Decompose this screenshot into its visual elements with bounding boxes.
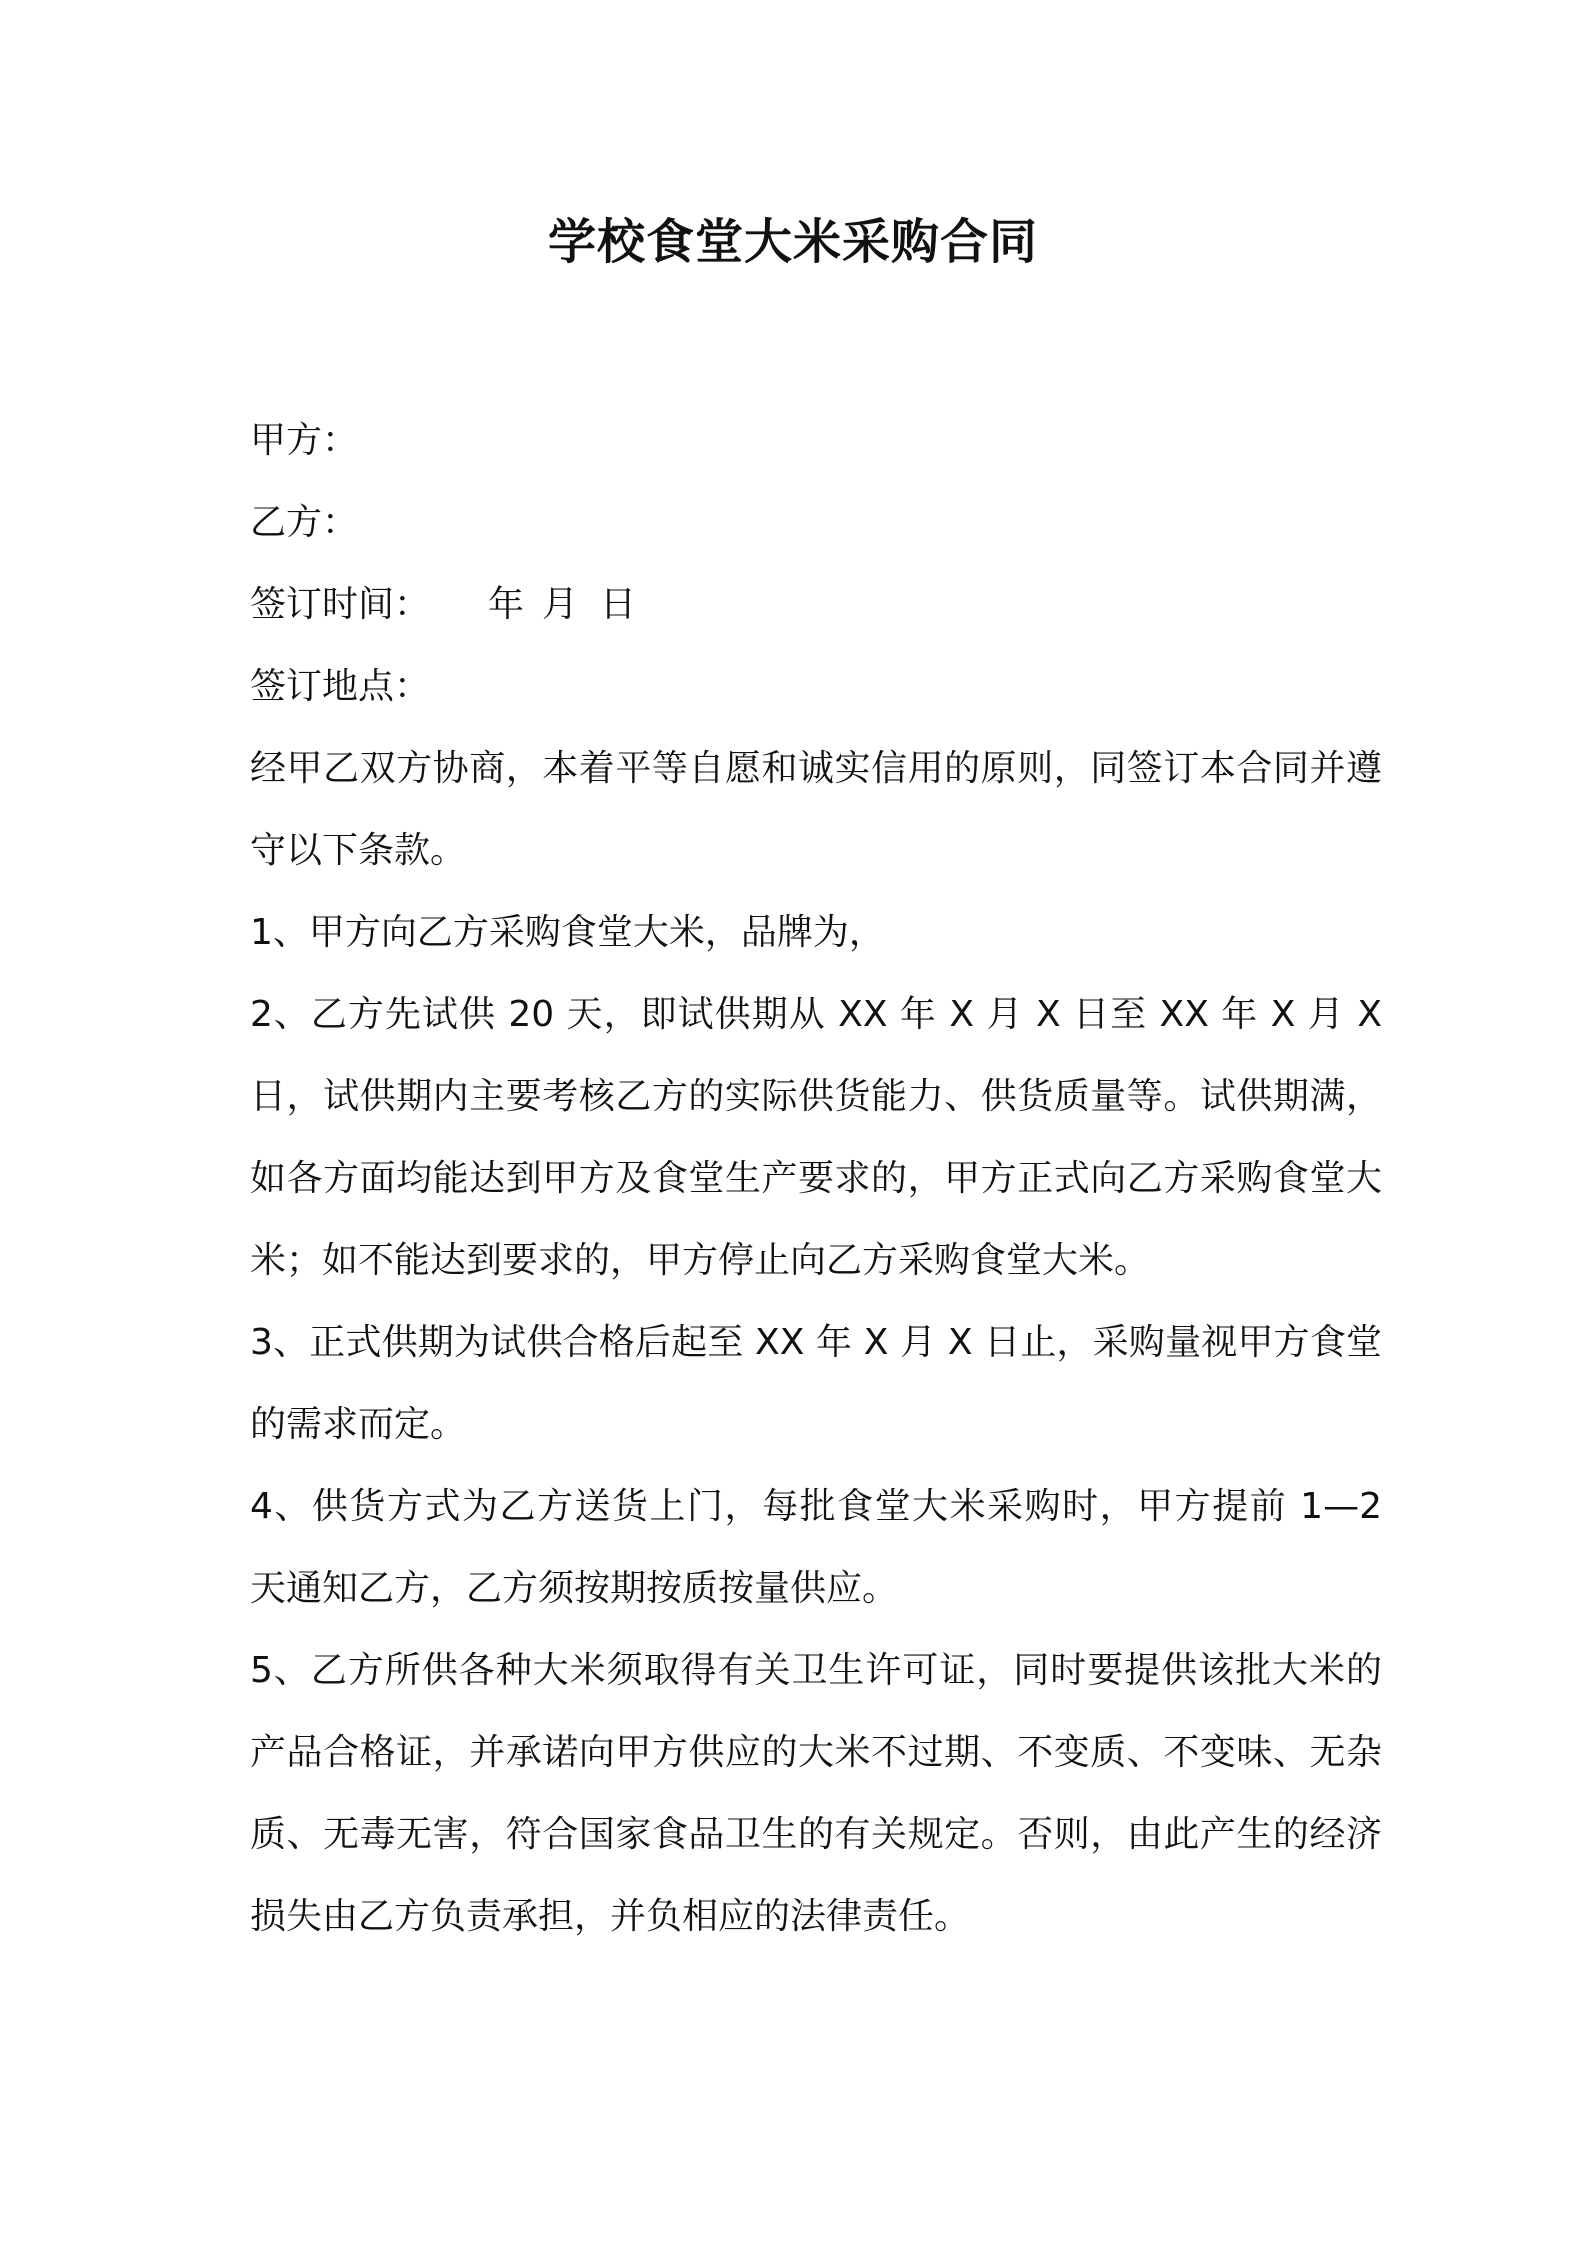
- party-b-line: [250, 482, 1382, 564]
- document-body: [250, 400, 1382, 1958]
- sign-time-label: 签订时间：: [250, 584, 431, 625]
- sign-place-line: [250, 646, 1382, 728]
- sign-time-month: 月: [542, 584, 579, 625]
- party-a-label: 甲方：: [250, 420, 359, 461]
- sign-place-label: 签订地点：: [250, 666, 431, 707]
- clause-4: 4、供货方式为乙方送货上门，每批食堂大米采购时，甲方提前 1—2 天通知乙方，乙方须按期按质按量供应。: [250, 1486, 1382, 1609]
- clause-2: 2、乙方先试供 20 天，即试供期从 XX 年 X 月 X 日至 XX 年 X 月 X 日，试供期内主要考核乙方的实际供货能力、供货质量等。试供期满，如各方面均能达到甲方及食堂生产要求的，甲方正式向乙方采购食堂大米；如不能达到要求的，甲方停止向乙方采购食堂大米。: [250, 994, 1382, 1281]
- sign-time-line: [250, 564, 1382, 646]
- party-a-line: [250, 400, 1382, 482]
- document-title: 学校食堂大米采购合同: [547, 214, 1038, 270]
- party-b-label: 乙方：: [250, 502, 359, 543]
- sign-time-year: 年: [488, 584, 525, 625]
- sign-time-day: 日: [600, 584, 637, 625]
- intro-paragraph: 经甲乙双方协商，本着平等自愿和诚实信用的原则，同签订本合同并遵守以下条款。: [250, 748, 1382, 871]
- clause-3: 3、正式供期为试供合格后起至 XX 年 X 月 X 日止，采购量视甲方食堂的需求而定。: [250, 1322, 1382, 1445]
- clause-5: 5、乙方所供各种大米须取得有关卫生许可证，同时要提供该批大米的产品合格证，并承诺向甲方供应的大米不过期、不变质、不变味、无杂质、无毒无害，符合国家食品卫生的有关规定。否则，由此产生的经济损失由乙方负责承担，并负相应的法律责任。: [250, 1650, 1382, 1937]
- clause-1: 1、甲方向乙方采购食堂大米，品牌为，: [250, 912, 885, 953]
